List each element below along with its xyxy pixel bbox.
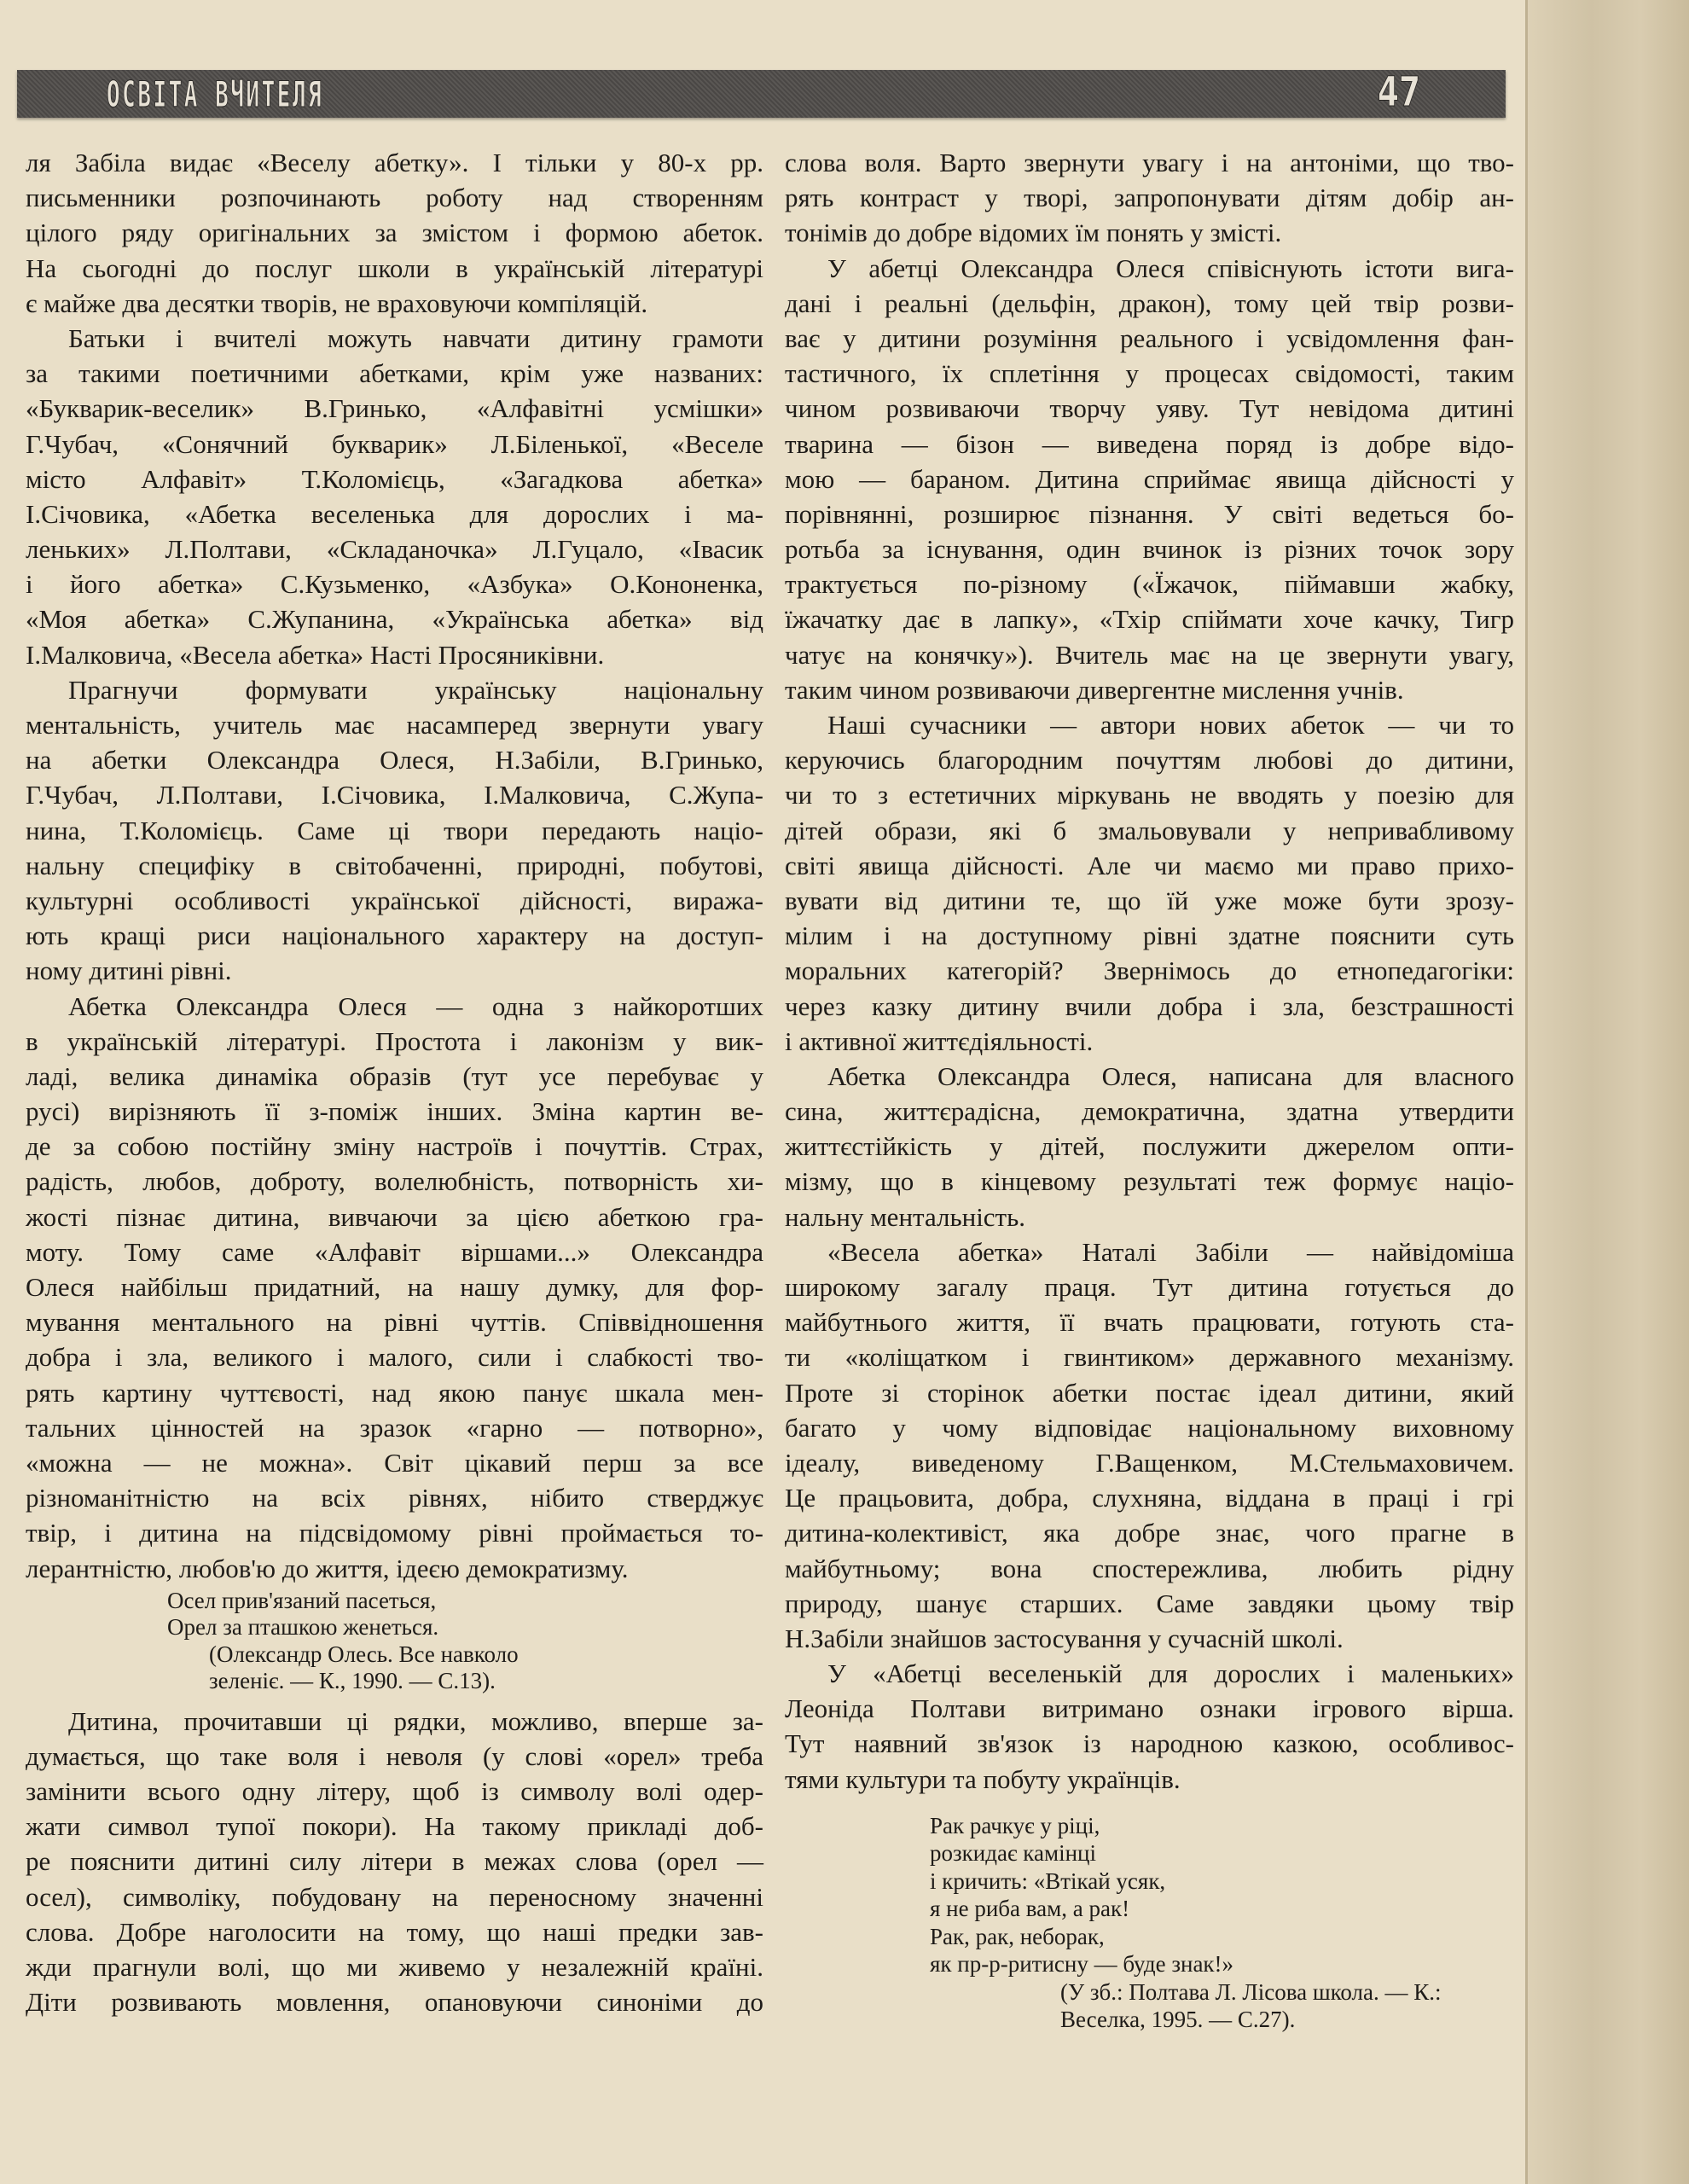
text-line: мування ментального на рівні чуттів. Співвідношення bbox=[26, 1307, 763, 1338]
journal-title: ОСВІТА ВЧИТЕЛЯ bbox=[107, 73, 324, 115]
text-line: нальну специфіку в світобаченні, природні, побутові, bbox=[26, 850, 763, 880]
text-line: Батьки і вчителі можуть навчати дитину грамоти bbox=[68, 322, 763, 353]
poem-quote bbox=[785, 1812, 1514, 2034]
text-line: Діти розвивають мовлення, опановуючи синоніми до bbox=[26, 1987, 763, 2018]
text-line: ля Забіла видає «Веселу абетку». І тільки у 80-х рр. bbox=[26, 148, 763, 177]
text-line: Це працьовита, добра, слухняна, віддана в праці і грі bbox=[785, 1483, 1514, 1513]
running-header bbox=[17, 70, 1506, 118]
text-line: ладі, велика динаміка образів (тут усе перебуває у bbox=[26, 1060, 763, 1091]
text-line: вувати від дитини те, що їй уже може бути зрозу- bbox=[785, 885, 1514, 915]
paragraph bbox=[785, 251, 1514, 707]
paragraph bbox=[26, 989, 763, 1586]
page-fold-shadow bbox=[1527, 0, 1689, 2184]
paragraph bbox=[26, 321, 763, 672]
text-line: Г.Чубач, Л.Полтави, І.Січовика, І.Малковича, С.Жупа- bbox=[26, 780, 763, 810]
text-line: Прагнучи формувати українську національну bbox=[68, 674, 763, 705]
text-line: де за собою постійну зміну настроїв і почуттів. Страх, bbox=[26, 1131, 763, 1162]
text-line: і активної життєдіяльності. bbox=[785, 1025, 1094, 1056]
text-line: культурні особливості української дійсності, виража- bbox=[26, 885, 763, 915]
paragraph bbox=[785, 145, 1514, 251]
text-line: У абетці Олександра Олеся співіснують істоти вига- bbox=[827, 253, 1514, 283]
paragraph bbox=[26, 672, 763, 989]
text-line: ротьба за існування, один вчинок із різних точок зору bbox=[785, 534, 1514, 565]
text-line: Проте зі сторінок абетки постає ідеал дитини, який bbox=[785, 1377, 1514, 1408]
text-line: І.Січовика, «Абетка веселенька для дорослих і ма- bbox=[26, 498, 763, 529]
text-line: чи то з естетичних міркувань не вводять у поезію для bbox=[785, 780, 1514, 810]
text-line: їжачатку дає в лапку», «Тхір спіймати хоче качку, Тигр bbox=[785, 604, 1514, 635]
text-line: тастичного, їх сплетіння у процесах свідомості, таким bbox=[785, 358, 1514, 389]
paragraph bbox=[26, 145, 763, 321]
text-line: Дитина, прочитавши ці рядки, можливо, вперше за- bbox=[68, 1705, 763, 1736]
text-line: жати символ тупої покори). На такому прикладі доб- bbox=[26, 1811, 763, 1842]
text-line: слова. Добре наголосити на тому, що наші предки зав- bbox=[26, 1916, 763, 1947]
text-line: ментальність, учитель має насамперед звернути увагу bbox=[26, 710, 763, 740]
citation-line: (Олександр Олесь. Все навколо bbox=[209, 1641, 519, 1667]
text-line: лерантністю, любов'ю до життя, ідеєю демократизму. bbox=[26, 1553, 629, 1583]
text-line: «можна — не можна». Світ цікавий перш за все bbox=[26, 1447, 763, 1478]
text-line: Олеся найбільш придатний, на нашу думку, для фор- bbox=[26, 1272, 763, 1302]
text-line: ють кращі риси національного характеру на доступ- bbox=[26, 921, 763, 951]
text-line: ре пояснити дитині силу літери в межах слова (орел — bbox=[26, 1846, 763, 1877]
text-line: мою — бараном. Дитина сприймає явища дійсності у bbox=[785, 463, 1514, 494]
text-line: Г.Чубач, «Сонячний букварик» Л.Біленької, «Веселе bbox=[26, 428, 763, 459]
text-line: мілим і на доступному рівні здатне пояснити суть bbox=[785, 921, 1514, 951]
text-column-right bbox=[785, 145, 1514, 2042]
text-line: як пр-р-ритисну — буде знак!» bbox=[930, 1951, 1234, 1978]
text-line: моту. Тому саме «Алфавіт віршами...» Олександра bbox=[26, 1236, 763, 1267]
text-line: Рак рачкує у ріці, bbox=[930, 1812, 1100, 1838]
text-line: цілого ряду оригінальних за змістом і формою абеток. bbox=[26, 218, 763, 248]
text-line: Н.Забіли знайшов застосування у сучасній школі. bbox=[785, 1623, 1344, 1653]
text-line: ідеалу, виведеному Г.Ващенком, М.Стельмаховичем. bbox=[785, 1447, 1514, 1478]
poem-quote bbox=[26, 1588, 763, 1695]
text-line: місто Алфавіт» Т.Коломієць, «Загадкова абетка» bbox=[26, 463, 763, 494]
text-line: через казку дитину вчили добра і зла, безстрашності bbox=[785, 990, 1514, 1021]
text-line: радість, любов, доброту, волелюбність, потворність хи- bbox=[26, 1166, 763, 1197]
text-line: моральних категорій? Звернімось до етнопедагогіки: bbox=[785, 956, 1514, 986]
text-line: чином розвиваючи творчу уяву. Тут невідома дитині bbox=[785, 393, 1514, 424]
text-line: мізму, що в кінцевому результаті теж формує націо- bbox=[785, 1166, 1514, 1197]
text-line: Орел за пташкою женеться. bbox=[167, 1614, 439, 1641]
text-line: осел), символіку, побудовану на переносному значенні bbox=[26, 1881, 763, 1912]
text-line: порівнянні, розширює пізнання. У світі ведеться бо- bbox=[785, 498, 1514, 529]
text-line: «Моя абетка» С.Жупанина, «Українська абетка» від bbox=[26, 604, 763, 635]
text-line: Леоніда Полтави витримано ознаки ігрового вірша. bbox=[785, 1693, 1514, 1724]
text-line: керуючись благородним почуттям любові до дитини, bbox=[785, 745, 1514, 775]
text-line: і кричить: «Втікай усяк, bbox=[930, 1867, 1166, 1894]
text-line: добра і зла, великого і малого, сили і слабкості тво- bbox=[26, 1342, 763, 1373]
text-line: дані і реальні (дельфін, дракон), тому цей твір розви- bbox=[785, 288, 1514, 318]
text-line: русі) вирізняють її з-поміж інших. Зміна картин ве- bbox=[26, 1096, 763, 1127]
text-line: І.Малковича, «Весела абетка» Насті Просяниківни. bbox=[26, 639, 605, 670]
text-line: нина, Т.Коломієць. Саме ці твори передають націо- bbox=[26, 815, 763, 845]
page-number: 47 bbox=[1378, 68, 1421, 116]
text-line: майбутнього життя, її вчать працювати, готують ста- bbox=[785, 1307, 1514, 1338]
text-line: жди прагнули волі, що ми живемо у незалежній країні. bbox=[26, 1952, 763, 1982]
text-line: твір, і дитина на підсвідомому рівні проймається то- bbox=[26, 1518, 763, 1548]
text-line: рять контраст у творі, запропонувати дітям добір ан- bbox=[785, 183, 1514, 213]
text-line: нальну ментальність. bbox=[785, 1201, 1025, 1232]
text-line: Осел прив'язаний пасеться, bbox=[167, 1587, 437, 1613]
text-line: багато у чому відповідає національному виховному bbox=[785, 1412, 1514, 1443]
page-edge bbox=[1525, 0, 1528, 2184]
text-line: сина, життєрадісна, демократична, здатна утвердити bbox=[785, 1096, 1514, 1127]
text-line: леньких» Л.Полтави, «Складаночка» Л.Гуцало, «Івасик bbox=[26, 534, 763, 565]
text-line: тварина — бізон — виведена поряд із добре відо- bbox=[785, 428, 1514, 459]
text-line: ває у дитини розуміння реального і усвідомлення фан- bbox=[785, 322, 1514, 353]
text-line: рять картину чуттєвості, над якою панує шкала мен- bbox=[26, 1377, 763, 1408]
text-column-left bbox=[26, 145, 763, 2019]
text-line: ному дитині рівні. bbox=[26, 956, 232, 986]
text-line: розкидає камінці bbox=[930, 1840, 1096, 1867]
text-line: на абетки Олександра Олеся, Н.Забіли, В.Гринько, bbox=[26, 745, 763, 775]
citation-line: зеленіє. — К., 1990. — С.13). bbox=[209, 1668, 496, 1694]
text-line: Рак, рак, неборак, bbox=[930, 1923, 1105, 1949]
citation-line: Веселка, 1995. — С.27). bbox=[1060, 2007, 1296, 2033]
text-line: дитина-колективіст, яка добре знає, чого прагне в bbox=[785, 1518, 1514, 1548]
text-line: У «Абетці веселенькій для дорослих і маленьких» bbox=[827, 1658, 1514, 1689]
paragraph bbox=[26, 1704, 763, 2020]
text-line: письменники розпочинають роботу над створенням bbox=[26, 183, 763, 213]
paragraph bbox=[785, 1656, 1514, 1797]
text-line: «Весела абетка» Наталі Забіли — найвідоміша bbox=[827, 1236, 1514, 1267]
text-line: тальних цінностей на зразок «гарно — потворно», bbox=[26, 1412, 763, 1443]
text-line: життєстійкість у дітей, послужити джерелом опти- bbox=[785, 1131, 1514, 1162]
text-line: за такими поетичними абетками, крім уже названих: bbox=[26, 358, 763, 389]
text-line: дітей образи, які б змальовували у непривабливому bbox=[785, 815, 1514, 845]
text-line: чатує на конячку»). Вчитель має на це звернути увагу, bbox=[785, 639, 1514, 670]
text-line: я не риба вам, а рак! bbox=[930, 1896, 1130, 1922]
paragraph bbox=[785, 1059, 1514, 1234]
text-line: ти «коліщатком і гвинтиком» державного механізму. bbox=[785, 1342, 1514, 1373]
text-line: різноманітністю на всіх рівнях, нібито стверджує bbox=[26, 1483, 763, 1513]
text-line: природу, шанує старших. Саме завдяки цьому твір bbox=[785, 1588, 1514, 1618]
text-line: слова воля. Варто звернути увагу і на антоніми, що тво- bbox=[785, 148, 1514, 177]
text-line: На сьогодні до послуг школи в українській літературі bbox=[26, 253, 763, 283]
text-line: широкому загалу праця. Тут дитина готується до bbox=[785, 1272, 1514, 1302]
text-line: таким чином розвиваючи дивергентне мислення учнів. bbox=[785, 674, 1404, 705]
text-line: в українській літературі. Простота і лаконізм у вик- bbox=[26, 1025, 763, 1056]
text-line: жості пізнає дитина, вивчаючи за цією абеткою гра- bbox=[26, 1201, 763, 1232]
citation-line: (У зб.: Полтава Л. Лісова школа. — К.: bbox=[1060, 1978, 1442, 2005]
paragraph bbox=[785, 1234, 1514, 1656]
text-line: Наші сучасники — автори нових абеток — чи то bbox=[827, 710, 1514, 740]
text-line: і його абетка» С.Кузьменко, «Азбука» О.Кононенка, bbox=[26, 569, 763, 600]
text-line: тями культури та побуту українців. bbox=[785, 1763, 1181, 1794]
text-line: Тут наявний зв'язок із народною казкою, особливос- bbox=[785, 1728, 1514, 1759]
text-line: думається, що таке воля і неволя (у слові «орел» треба bbox=[26, 1740, 763, 1771]
text-line: трактується по-різному («Їжачок, піймавши жабку, bbox=[785, 569, 1514, 600]
text-line: замінити всього одну літеру, щоб із символу волі одер- bbox=[26, 1776, 763, 1807]
text-line: майбутньому; вона спостережлива, любить рідну bbox=[785, 1553, 1514, 1583]
text-line: Абетка Олександра Олеся, написана для власного bbox=[827, 1060, 1514, 1091]
paragraph bbox=[785, 707, 1514, 1059]
text-line: тонімів до добре відомих їм понять у змісті. bbox=[785, 218, 1282, 248]
text-line: світі явища дійсності. Але чи маємо ми право прихо- bbox=[785, 850, 1514, 880]
text-line: Абетка Олександра Олеся — одна з найкоротших bbox=[68, 990, 763, 1021]
text-line: «Букварик-веселик» В.Гринько, «Алфавітні усмішки» bbox=[26, 393, 763, 424]
text-line: є майже два десятки творів, не враховуючи компіляцій. bbox=[26, 288, 648, 318]
